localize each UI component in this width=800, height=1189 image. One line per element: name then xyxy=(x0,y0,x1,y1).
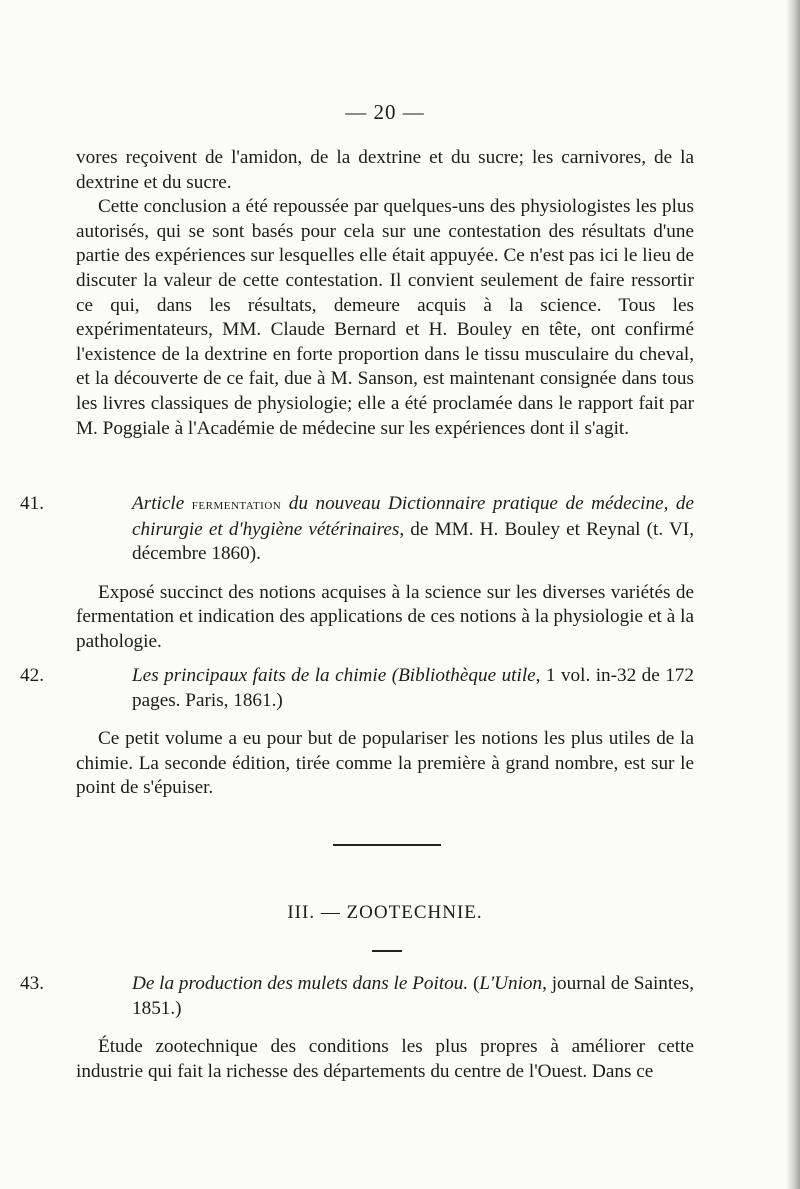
page-number: — 20 — xyxy=(345,100,425,124)
section-heading: III. — ZOOTECHNIE. xyxy=(287,902,483,923)
entry-journal: L'Union xyxy=(479,973,543,994)
entry-publication: , 1 vol. in-32 de 172 pages. Paris, 1861.) xyxy=(132,665,694,711)
entry-43-citation xyxy=(20,972,695,1021)
entry-number: 42. xyxy=(20,665,44,686)
entry-number: 43. xyxy=(20,973,44,994)
entry-publication: , journal de Saintes, 1851.) xyxy=(132,973,695,1019)
bibliography-entry-42 xyxy=(20,664,694,801)
entry-42-description: Ce petit volume a eu pour but de populariser les notions les plus utiles de la chimie. La seconde édition, tirée comme la première à grand nombre, est sur le point de s'épuiser. xyxy=(76,728,694,799)
page-spine-shadow xyxy=(786,0,800,1189)
entry-title: Article xyxy=(132,493,185,514)
entry-number: 41. xyxy=(20,493,44,514)
entry-42-citation xyxy=(20,664,694,713)
entry-title: du nouveau Dictionnaire pratique de médecine, de chirurgie et d'hygiène vétérinaires xyxy=(132,493,695,540)
paragraph-2: Cette conclusion a été repoussée par quelques-uns des physiologistes les plus autorisés, qui se sont basés pour cela sur une contestation des résultats d'une partie des expériences sur lesquelles elle était appuyée. Ce n'est pas ici le lieu de discuter la valeur de cette contestation. Il convient seulement de faire ressortir ce qui, dans les résultats, demeure acquis à la science. Tous les expérimentateurs, MM. Claude Bernard et H. Bouley en tête, ont confirmé l'existence de la dextrine en forte proportion dans le tissu musculaire du cheval, et la découverte de ce fait, due à M. Sanson, est maintenant consignée dans tous les livres classiques de physiologie; elle a été proclamée dans le rapport fait par M. Poggiale à l'Académie de médecine sur les expériences dont il s'agit. xyxy=(76,196,694,439)
entry-title: Les principaux faits de la chimie xyxy=(132,665,387,686)
entry-41-citation xyxy=(20,492,695,567)
bibliography-entry-43 xyxy=(20,972,695,1084)
entry-title-smallcaps: fermentation xyxy=(191,496,282,513)
entry-series: (Bibliothèque utile xyxy=(391,665,536,686)
entry-41-description: Exposé succinct des notions acquises à la science sur les diverses variétés de fermentation et indication des applications de ces notions à la physiologie et à la pathologie. xyxy=(76,581,694,652)
divider-rule xyxy=(333,844,441,846)
bibliography-entry-41 xyxy=(20,492,695,655)
text-block-intro xyxy=(76,146,694,441)
entry-title: De la production des mulets dans le Poitou. xyxy=(132,973,469,994)
divider-rule-short xyxy=(372,950,402,952)
entry-paren: ( xyxy=(468,973,480,994)
entry-43-description: Étude zootechnique des conditions les plus propres à améliorer cette industrie qui fait la richesse des départements du centre de l'Ouest. Dans ce xyxy=(76,1036,694,1082)
paragraph-1: vores reçoivent de l'amidon, de la dextrine et du sucre; les carnivores, de la dextrine et du sucre. xyxy=(76,147,694,193)
entry-publication: , de MM. H. Bouley et Reynal (t. VI, décembre 1860). xyxy=(132,518,694,565)
